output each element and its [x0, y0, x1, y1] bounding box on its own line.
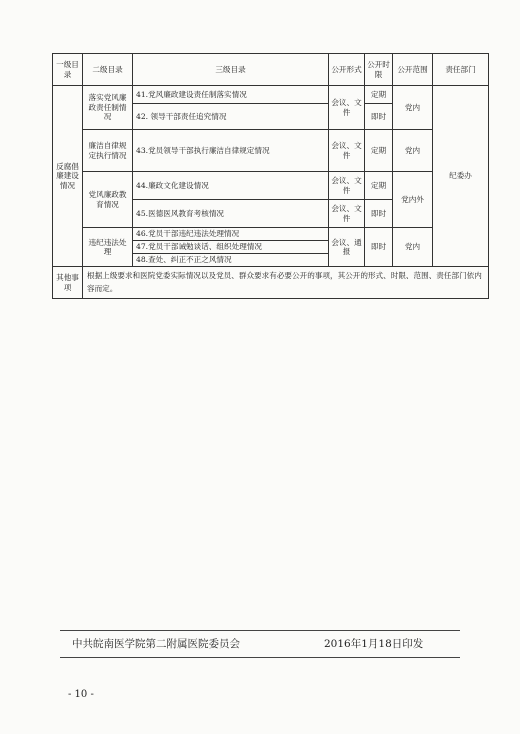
scope-cell: 党内: [393, 228, 433, 267]
header-time: 公开时限: [365, 54, 393, 86]
footer-bottom-rule: [60, 657, 460, 658]
page-number: - 10 -: [68, 689, 94, 700]
form-cell: 会议、文件: [329, 130, 365, 172]
level3-cell: 47.党员干部诫勉谈话、组织处理情况: [133, 241, 329, 254]
scope-cell: 党内外: [393, 172, 433, 228]
header-level3: 三级目录: [133, 54, 329, 86]
other-text-cell: 根据上级要求和医院党委实际情况以及党员、群众要求有必要公开的事项，其公开的形式、时限、范围、责任部门依内容而定。: [83, 267, 489, 299]
time-cell: 即时: [365, 104, 393, 130]
level3-cell: 43.党员领导干部执行廉洁自律规定情况: [133, 130, 329, 172]
header-scope: 公开范围: [393, 54, 433, 86]
table-row: [53, 172, 489, 200]
time-cell: 即时: [365, 200, 393, 228]
header-level1: 一级目录: [53, 54, 83, 86]
footer-org: 中共皖南医学院第二附属医院委员会: [72, 638, 240, 650]
header-dept: 责任部门: [433, 54, 489, 86]
time-cell: 定期: [365, 172, 393, 200]
header-form: 公开形式: [329, 54, 365, 86]
level2-cell: 廉洁自律规定执行情况: [83, 130, 133, 172]
header-row: [53, 54, 489, 86]
table-row: [53, 267, 489, 299]
time-cell: 即时: [365, 228, 393, 267]
form-cell: 会议、通报: [329, 228, 365, 267]
table-row: [53, 228, 489, 241]
level3-cell: 41.党风廉政建设责任制落实情况: [133, 86, 329, 104]
level2-cell: 落实党风廉政责任制情况: [83, 86, 133, 130]
time-cell: 定期: [365, 86, 393, 104]
scope-cell: 党内: [393, 86, 433, 130]
form-cell: 会议、文件: [329, 200, 365, 228]
time-cell: 定期: [365, 130, 393, 172]
dept-cell: 纪委办: [433, 86, 489, 267]
table-row: [53, 86, 489, 104]
level3-cell: 46.党员干部违纪违法处理情况: [133, 228, 329, 241]
form-cell: 会议、文件: [329, 86, 365, 130]
level3-cell: 44.廉政文化建设情况: [133, 172, 329, 200]
level2-cell: 党风廉政教育情况: [83, 172, 133, 228]
other-label-cell: 其他事项: [53, 267, 83, 299]
footer-top-rule: [60, 630, 460, 631]
level1-cell: 反腐倡廉建设情况: [53, 86, 83, 267]
level3-cell: 48.查处、纠正不正之风情况: [133, 254, 329, 267]
footer-date: 2016年1月18日印发: [324, 638, 424, 650]
level2-cell: 违纪违法处理: [83, 228, 133, 267]
disclosure-table-container: [52, 53, 488, 299]
level3-cell: 45.医德医风教育考核情况: [133, 200, 329, 228]
header-level2: 二级目录: [83, 54, 133, 86]
level3-cell: 42. 领导干部责任追究情况: [133, 104, 329, 130]
form-cell: 会议、文件: [329, 172, 365, 200]
disclosure-table: [52, 53, 489, 299]
scope-cell: 党内: [393, 130, 433, 172]
table-row: [53, 130, 489, 172]
